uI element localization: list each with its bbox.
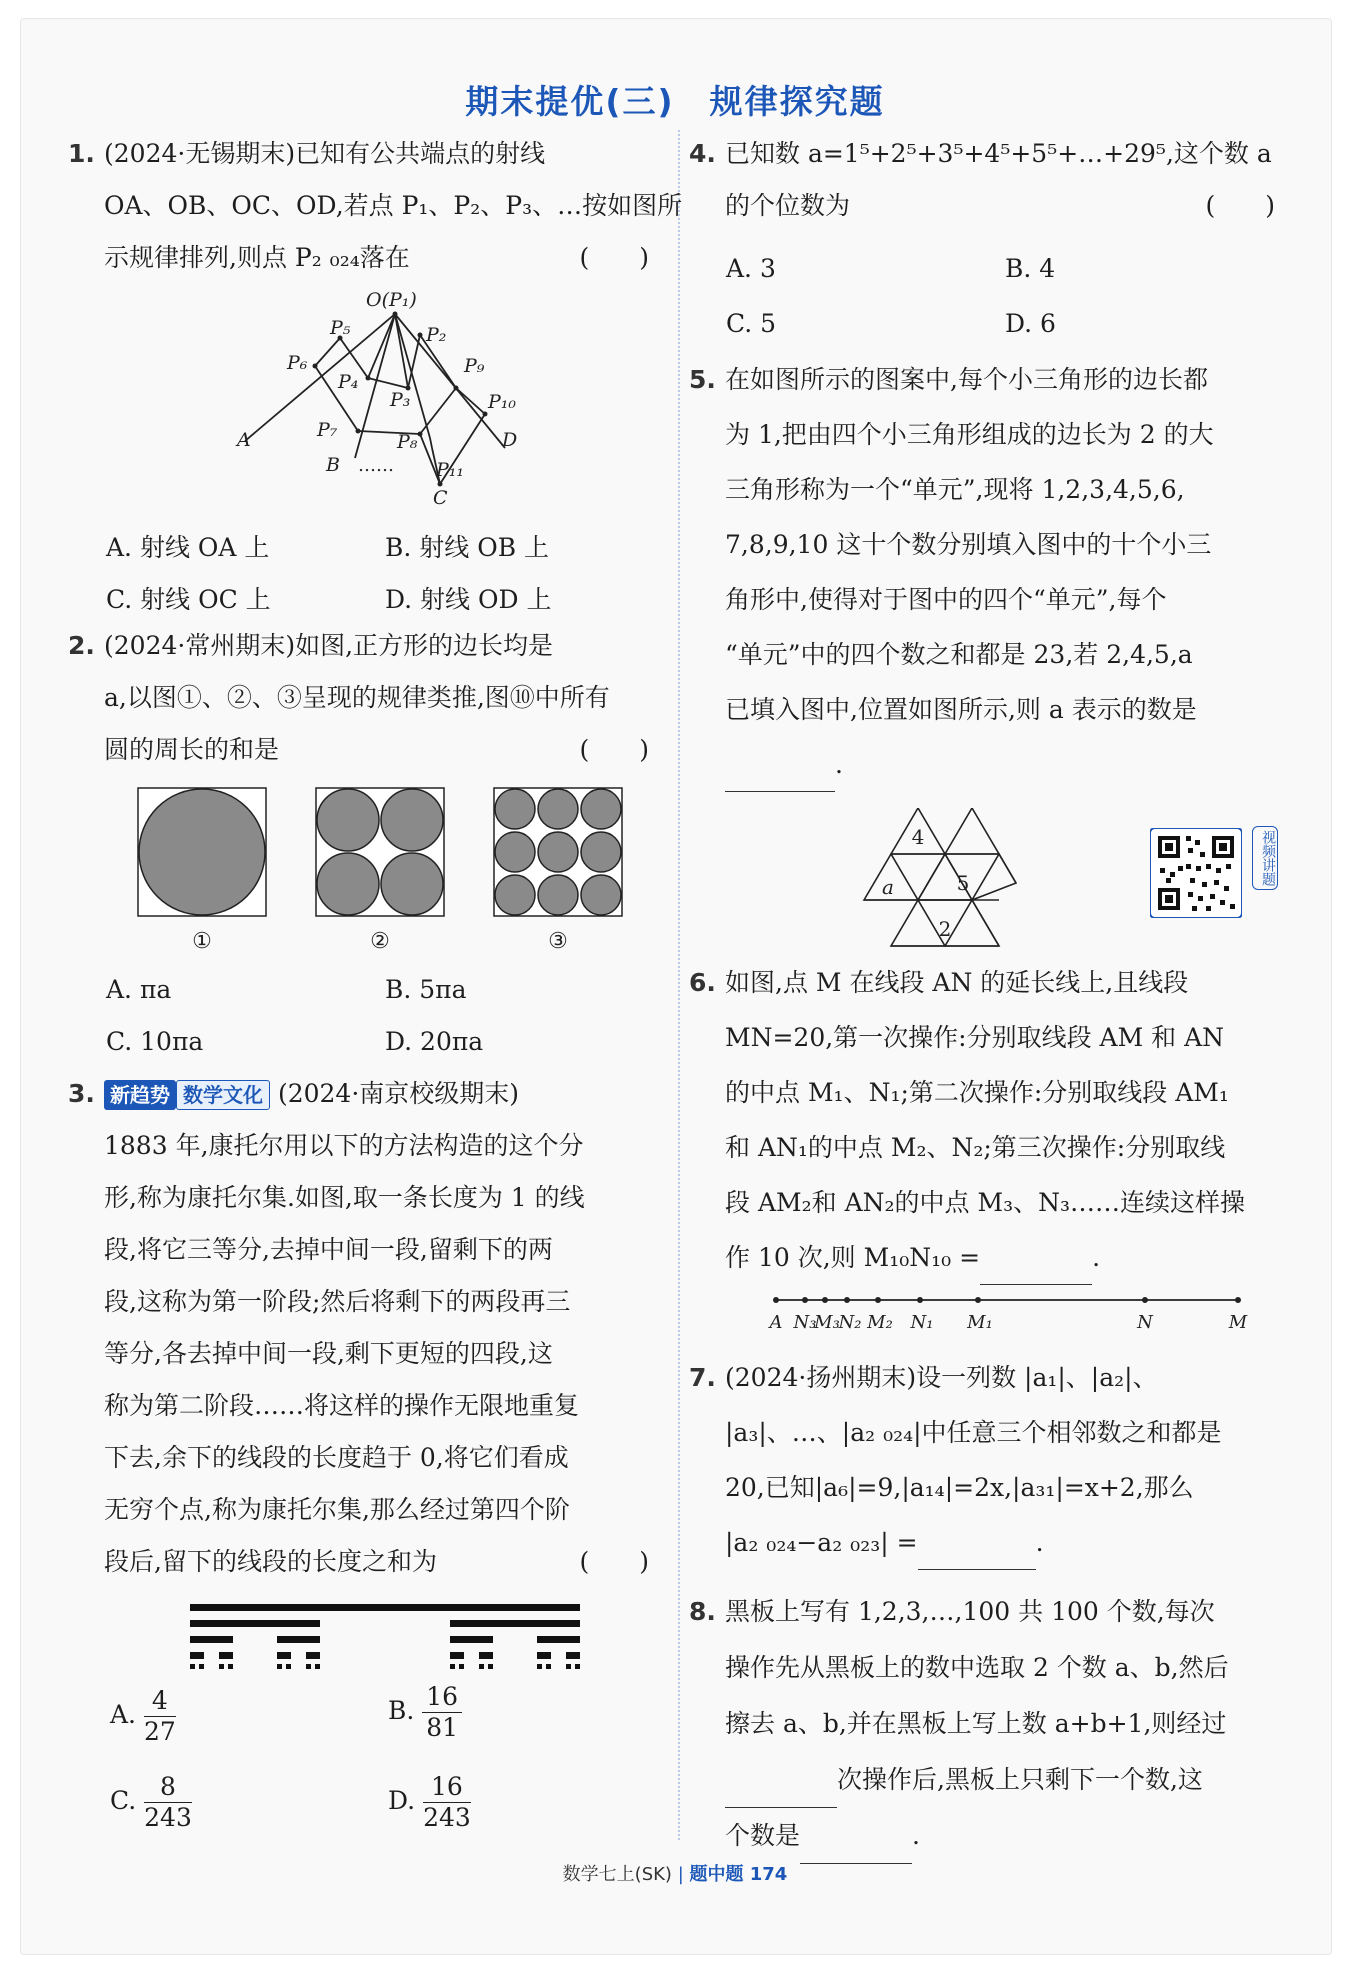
tag-math-culture: 数学文化	[176, 1080, 270, 1110]
question-text-line: 作 10 次,则 M₁₀N₁₀ =	[725, 1243, 981, 1272]
label-P4: P₄	[338, 371, 359, 393]
figure-label-1: ①	[192, 929, 212, 954]
question-text-line: |a₂ ₀₂₄−a₂ ₀₂₃| =	[725, 1528, 918, 1557]
question-text-line: 的个位数为	[725, 191, 851, 220]
question-5: 5. 在如图所示的图案中,每个小三角形的边长都 为 1,把由四个小三角形组成的边长为 2 的大 三角形称为一个“单元”,现将 1,2,3,4,5,6, 7,8,9,10 这十个数分别填入图中的十个小三 角形中,使得对于图中的四个“单元”,每个 “单元”中的四个数之和都是 23,若 2,4,5,a 已填入图中,位置如图所示,则 a 表示的数是 .	[725, 352, 1275, 792]
question-7: 7. (2024·扬州期末)设一列数 |a₁|、|a₂|、 |a₃|、…、|a₂ ₀₂₄|中任意三个相邻数之和都是 20,已知|a₆|=9,|a₁₄|=2x,|a₃₁|=x+2,那么 |a₂ ₀₂₄−a₂ ₀₂₃| = .	[725, 1350, 1275, 1570]
label-A: A	[237, 429, 251, 451]
question-text-line: 和 AN₁的中点 M₂、N₂;第三次操作:分别取线	[725, 1133, 1226, 1162]
point-N1: N₁	[910, 1312, 934, 1333]
question-number: 7.	[689, 1363, 716, 1392]
question-text-line: 在如图所示的图案中,每个小三角形的边长都	[725, 365, 1208, 394]
question-text-line: |a₃|、…、|a₂ ₀₂₄|中任意三个相邻数之和都是	[725, 1418, 1222, 1447]
point-N: N	[1137, 1312, 1153, 1333]
question-number: 3.	[68, 1079, 95, 1108]
question-text-line: 圆的周长的和是	[104, 735, 280, 764]
answer-parentheses: ( )	[1205, 191, 1275, 220]
question-3	[68, 1068, 649, 1588]
question-text-line: 称为第二阶段……将这样的操作无限地重复	[104, 1391, 580, 1420]
question-text-line: 7,8,9,10 这十个数分别填入图中的十个小三	[725, 530, 1212, 559]
question-text-line: 已知数 a=1⁵+2⁵+3⁵+4⁵+5⁵+…+29⁵,这个数 a	[725, 139, 1272, 168]
question-text-line: 黑板上写有 1,2,3,…,100 共 100 个数,每次	[725, 1597, 1215, 1626]
question-number: 4.	[689, 139, 716, 168]
question-number: 1.	[68, 139, 95, 168]
option-C: C. 10πa	[106, 1027, 204, 1056]
question-text-line: (2024·常州期末)如图,正方形的边长均是	[104, 631, 554, 660]
question-text-line: 1883 年,康托尔用以下的方法构造的这个分	[104, 1131, 584, 1160]
tag-new-trend: 新趋势	[104, 1080, 176, 1110]
label-P11: P₁₁	[436, 459, 465, 481]
option-D: D. $\frac{16}{243}$	[388, 1772, 471, 1832]
option-C: C. 5	[726, 309, 777, 338]
question-text-line: (2024·扬州期末)设一列数 |a₁|、|a₂|、	[725, 1363, 1158, 1392]
label-P6: P₆	[287, 352, 308, 374]
answer-blank[interactable]	[725, 757, 835, 792]
option-B: B. 4	[1005, 254, 1056, 283]
question-number: 6.	[689, 968, 716, 997]
answer-blank[interactable]	[725, 1773, 837, 1808]
option-C: C. 射线 OC 上	[106, 585, 271, 614]
video-explanation-label[interactable]: 视频讲题	[1252, 826, 1278, 890]
answer-parentheses: ( )	[579, 735, 649, 764]
qr-code-icon[interactable]	[1150, 828, 1242, 918]
label-P8: P₈	[397, 431, 418, 453]
question-6: 6. 如图,点 M 在线段 AN 的延长线上,且线段 MN=20,第一次操作:分别取线段 AM 和 AN 的中点 M₁、N₁;第二次操作:分别取线段 AM₁ 和 AN₁的中点 M₂、N₂;第三次操作:分别取线 段 AM₂和 AN₂的中点 M₃、N₃……连续这样操 作 10 次,则 M₁₀N₁₀ = .	[725, 955, 1275, 1285]
label-B: B	[326, 454, 340, 476]
answer-blank[interactable]	[980, 1250, 1092, 1285]
question-text-line: 如图,点 M 在线段 AN 的延长线上,且线段	[725, 968, 1189, 997]
question-text-line: 擦去 a、b,并在黑板上写上数 a+b+1,则经过	[725, 1709, 1227, 1738]
page-footer: 数学七上(SK) | 题中题 174	[562, 1864, 788, 1885]
answer-blank[interactable]	[800, 1829, 912, 1864]
question-2	[68, 620, 649, 776]
option-B: B. 5πa	[385, 975, 467, 1004]
answer-parentheses: ( )	[579, 1547, 649, 1576]
question-1	[68, 128, 683, 284]
question-text-line: 段,将它三等分,去掉中间一段,留剩下的两	[104, 1235, 553, 1264]
question-8: 8. 黑板上写有 1,2,3,…,100 共 100 个数,每次 操作先从黑板上的数中选取 2 个数 a、b,然后 擦去 a、b,并在黑板上写上数 a+b+1,则经过 次操作后,黑板上只剩下一个数,这 个数是 .	[725, 1584, 1275, 1864]
question-text-line: 下去,余下的线段的长度趋于 0,将它们看成	[104, 1443, 569, 1472]
question-text-line: 无穷个点,称为康托尔集,那么经过第四个阶	[104, 1495, 570, 1524]
point-M3: M₃	[814, 1312, 840, 1333]
question-number: 2.	[68, 631, 95, 660]
question-text-line: MN=20,第一次操作:分别取线段 AM 和 AN	[725, 1023, 1225, 1052]
point-N2: N₂	[838, 1312, 862, 1333]
point-N3: N₃	[793, 1312, 817, 1333]
cell-five: 5	[956, 871, 970, 895]
cell-two: 2	[938, 917, 952, 941]
question-text-line: 个数是	[725, 1821, 801, 1850]
option-C: C. $\frac{8}{243}$	[110, 1772, 192, 1832]
question-text-line: 段,这称为第一阶段;然后将剩下的两段再三	[104, 1287, 571, 1316]
question-text-line: 等分,各去掉中间一段,剩下更短的四段,这	[104, 1339, 553, 1368]
answer-blank[interactable]	[918, 1535, 1036, 1570]
label-P3: P₃	[390, 389, 411, 411]
cell-four: 4	[911, 825, 925, 849]
column-divider	[678, 130, 680, 1840]
circles-in-squares-figure	[130, 780, 630, 955]
label-D: D	[502, 429, 518, 451]
label-P2: P₂	[426, 324, 447, 346]
label-P10: P₁₀	[488, 391, 517, 413]
option-B: B. 射线 OB 上	[385, 533, 550, 562]
question-text-line: OA、OB、OC、OD,若点 P₁、P₂、P₃、…按如图所	[104, 191, 683, 220]
segment-figure	[760, 1290, 1250, 1338]
figure-label-2: ②	[370, 929, 390, 954]
page-title: 期末提优(三) 规律探究题	[465, 82, 885, 121]
option-A: A. 3	[726, 254, 776, 283]
label-C: C	[433, 487, 448, 509]
question-text-line: a,以图①、②、③呈现的规律类推,图⑩中所有	[104, 683, 610, 712]
option-B: B. $\frac{16}{81}$	[388, 1682, 462, 1743]
question-text-line: 段 AM₂和 AN₂的中点 M₃、N₃……连续这样操	[725, 1188, 1245, 1217]
footer-book: 数学七上(SK)	[562, 1864, 672, 1885]
cell-a: a	[882, 875, 894, 899]
question-text-line: 的中点 M₁、N₁;第二次操作:分别取线段 AM₁	[725, 1078, 1229, 1107]
label-P5: P₅	[330, 317, 351, 339]
question-text-line: 形,称为康托尔集.如图,取一条长度为 1 的线	[104, 1183, 585, 1212]
point-A: A	[769, 1312, 783, 1333]
label-P9: P₉	[464, 355, 485, 377]
question-text-line: 操作先从黑板上的数中选取 2 个数 a、b,然后	[725, 1653, 1229, 1682]
question-text-line: 示规律排列,则点 P₂ ₀₂₄落在	[104, 243, 410, 272]
label-ellipsis: ……	[358, 455, 394, 476]
cantor-set-figure	[185, 1602, 585, 1672]
question-source: (2024·南京校级期末)	[277, 1079, 520, 1108]
answer-parentheses: ( )	[579, 243, 649, 272]
figure-label-3: ③	[548, 929, 568, 954]
question-text-line: 角形中,使得对于图中的四个“单元”,每个	[725, 585, 1167, 614]
point-M1: M₁	[967, 1312, 993, 1333]
option-D: D. 6	[1005, 309, 1056, 338]
footer-page: 题中题 174	[689, 1864, 788, 1885]
question-number: 5.	[689, 365, 716, 394]
question-text-line: “单元”中的四个数之和都是 23,若 2,4,5,a	[725, 640, 1193, 669]
option-A: A. $\frac{4}{27}$	[110, 1686, 176, 1746]
point-M2: M₂	[867, 1312, 893, 1333]
rays-figure	[230, 288, 550, 518]
point-M: M	[1228, 1312, 1248, 1333]
question-text-line: 20,已知|a₆|=9,|a₁₄|=2x,|a₃₁|=x+2,那么	[725, 1473, 1194, 1502]
triangle-units-figure	[860, 808, 1020, 950]
question-text-line: 已填入图中,位置如图所示,则 a 表示的数是	[725, 695, 1197, 724]
question-text-line: 三角形称为一个“单元”,现将 1,2,3,4,5,6,	[725, 475, 1185, 504]
question-text-line: 为 1,把由四个小三角形组成的边长为 2 的大	[725, 420, 1214, 449]
question-number: 8.	[689, 1597, 716, 1626]
question-text-line: (2024·无锡期末)已知有公共端点的射线	[104, 139, 546, 168]
question-text-line: 段后,留下的线段的长度之和为	[104, 1547, 437, 1576]
option-A: A. 射线 OA 上	[106, 533, 270, 562]
option-A: A. πa	[106, 975, 172, 1004]
label-P7: P₇	[317, 419, 338, 441]
option-D: D. 20πa	[385, 1027, 484, 1056]
label-O-P1: O(P₁)	[366, 289, 417, 311]
question-text-line: 次操作后,黑板上只剩下一个数,这	[837, 1765, 1203, 1794]
question-4	[689, 128, 1275, 232]
option-D: D. 射线 OD 上	[385, 585, 552, 614]
